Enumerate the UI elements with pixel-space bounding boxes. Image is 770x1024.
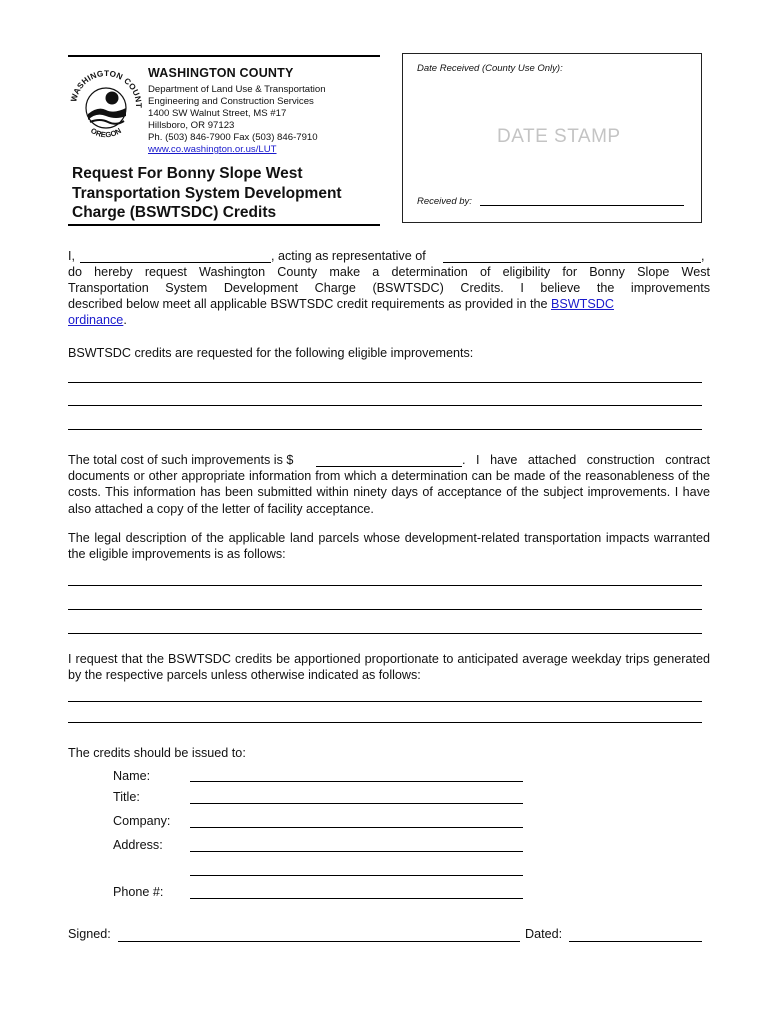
dated-label: Dated: (525, 927, 563, 941)
address-field-line-1[interactable] (190, 851, 523, 852)
form-title-line: Charge (BSWTSDC) Credits (72, 204, 277, 221)
company-label: Company: (113, 814, 171, 828)
intro-line-5 (68, 312, 127, 328)
agency-name: WASHINGTON COUNTY (148, 66, 294, 80)
agency-division: Engineering and Construction Services (148, 96, 314, 107)
apportionment-line-2[interactable] (68, 722, 702, 723)
county-seal-logo (68, 64, 144, 148)
intro-i: I, (68, 249, 75, 263)
intro-acting-as: , acting as representative of (271, 249, 426, 263)
form-title-line: Request For Bonny Slope West (72, 165, 303, 182)
logo-arc-text-top: WASHINGTON COUNT (69, 68, 144, 109)
address-field-line-2[interactable] (190, 875, 523, 876)
date-stamp-box (402, 53, 702, 223)
legal-description-prompt: The legal description of the applicable land parcels whose development-related transportation impacts warranted the eligible improvements is as follows: (68, 531, 710, 562)
intro-line-2: do hereby request Washington County make a determination of eligibility for Bonny Slope West (68, 265, 710, 279)
improvements-line-1[interactable] (68, 382, 702, 383)
intro-period: . (123, 313, 127, 327)
date-received-label: Date Received (County Use Only): (417, 63, 563, 74)
company-field[interactable] (190, 827, 523, 828)
agency-city: Hillsboro, OR 97123 (148, 120, 235, 131)
phone-label: Phone #: (113, 885, 164, 899)
form-title (72, 164, 342, 223)
agency-phone-fax: Ph. (503) 846-7900 Fax (503) 846-7910 (148, 132, 318, 143)
header-top-rule (68, 55, 380, 57)
name-field[interactable] (190, 781, 523, 782)
issued-to-heading: The credits should be issued to: (68, 746, 246, 760)
bswtsdc-ordinance-link[interactable]: BSWTSDC (551, 297, 614, 311)
form-title-line: Transportation System Development (72, 184, 342, 202)
received-by-field[interactable] (480, 205, 684, 206)
logo-arc-text-bottom: OREGON (89, 126, 123, 140)
legal-description-line-3[interactable] (68, 633, 702, 634)
agency-street: 1400 SW Walnut Street, MS #17 (148, 108, 287, 119)
intro-comma: , (701, 249, 705, 263)
name-label: Name: (113, 769, 151, 783)
address-label: Address: (113, 838, 163, 852)
date-stamp-placeholder: DATE STAMP (497, 126, 621, 147)
cost-rest: documents or other appropriate information from which a determination can be made of the reasonableness of the costs. This information has been submitted within ninety days of acceptance of the subject improvements. I have also attached a copy of the letter of facility acceptance. (68, 469, 710, 516)
apportionment-line-1[interactable] (68, 701, 702, 702)
legal-description-line-1[interactable] (68, 585, 702, 586)
represented-party-field[interactable] (443, 262, 701, 263)
title-bottom-rule (68, 224, 380, 226)
intro-line-3: Transportation System Development Charge (BSWTSDC) Credits. I believe the improvements (68, 281, 710, 295)
signed-label: Signed: (68, 927, 111, 941)
date-field[interactable] (569, 941, 702, 942)
cost-after: . I have attached construction contract (462, 453, 710, 467)
requester-name-field[interactable] (80, 262, 271, 263)
intro-line-4 (68, 296, 614, 312)
improvements-line-2[interactable] (68, 405, 702, 406)
agency-website-link[interactable]: www.co.washington.or.us/LUT (148, 144, 277, 155)
cost-lead: The total cost of such improvements is $ (68, 453, 294, 467)
ordinance-link[interactable]: ordinance (68, 313, 124, 327)
phone-field[interactable] (190, 898, 523, 899)
received-by-label: Received by: (417, 196, 472, 207)
intro-line-4-text: described below meet all applicable BSWTSDC credit requirements as provided in the (68, 297, 548, 311)
apportionment-prompt: I request that the BSWTSDC credits be apportioned proportionate to anticipated average weekday trips generated by the respective parcels unless otherwise indicated as follows: (68, 652, 710, 683)
signature-field[interactable] (118, 941, 520, 942)
total-cost-field[interactable] (316, 466, 462, 467)
title-field[interactable] (190, 803, 523, 804)
agency-department: Department of Land Use & Transportation (148, 84, 326, 95)
legal-description-line-2[interactable] (68, 609, 702, 610)
improvements-prompt: BSWTSDC credits are requested for the following eligible improvements: (68, 346, 474, 360)
title-label: Title: (113, 790, 140, 804)
improvements-line-3[interactable] (68, 429, 702, 430)
